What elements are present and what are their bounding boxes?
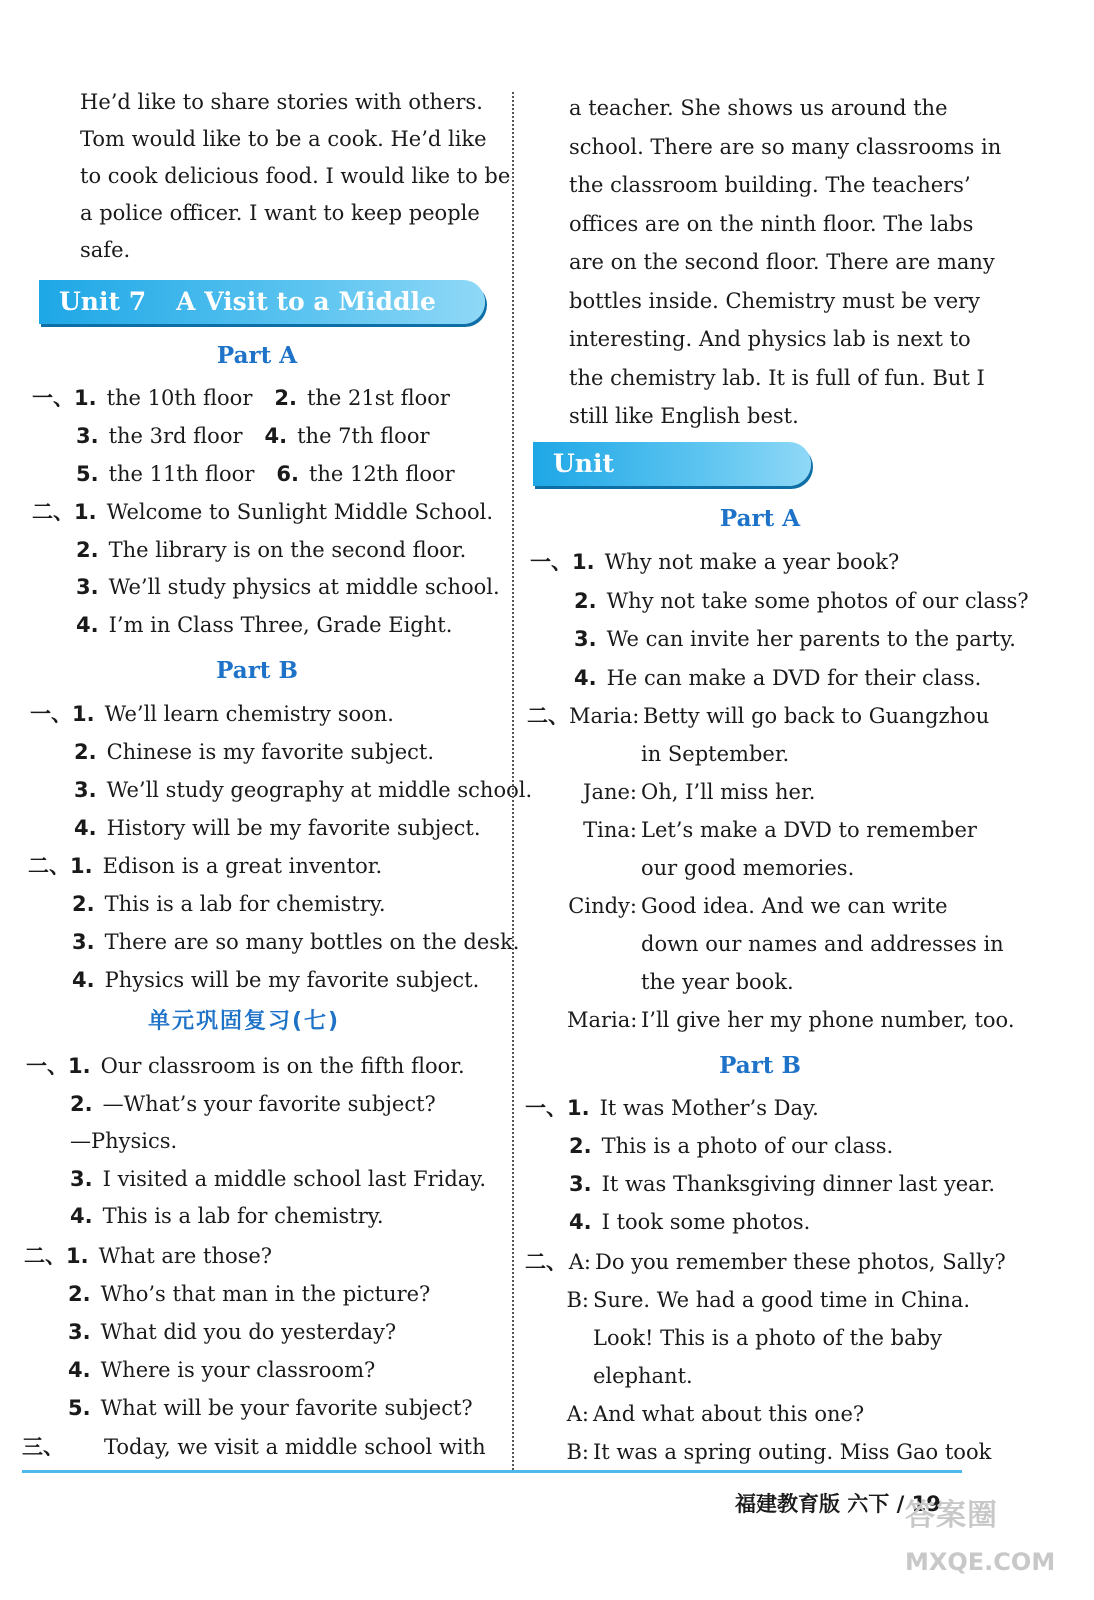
dialogue-line — [567, 1008, 1015, 1032]
speaker: Cindy: — [568, 894, 637, 918]
item-number: 3. — [72, 930, 95, 954]
answer-line — [72, 930, 519, 954]
item-text: the 7th floor — [297, 424, 430, 448]
page-footer: 福建教育版 六下 / 19 — [735, 1492, 941, 1516]
passage-line: the chemistry lab. It is full of fun. But I — [569, 365, 985, 390]
answer-line — [32, 500, 493, 524]
item-text: the 3rd floor — [108, 424, 243, 448]
item-text: Our classroom is on the fifth floor. — [100, 1054, 465, 1078]
item-text: It was Thanksgiving dinner last year. — [601, 1172, 996, 1196]
intro-line: a police officer. I want to keep people — [80, 201, 480, 225]
item-number: 1. — [72, 702, 95, 726]
item-text: —What’s your favorite subject? — [102, 1091, 436, 1116]
item-number: 4. — [569, 1210, 592, 1234]
item-text: We’ll study geography at middle school. — [106, 778, 533, 802]
section-label: 一、 — [26, 1054, 68, 1078]
item-text: This is a lab for chemistry. — [102, 1204, 384, 1228]
answer-line — [569, 1210, 810, 1234]
section-label: 一、 — [30, 702, 72, 726]
intro-line: safe. — [80, 238, 131, 262]
item-text: We’ll study physics at middle school. — [108, 575, 500, 599]
answer-line — [68, 1282, 430, 1306]
answer-line — [569, 1172, 995, 1196]
passage-line: the classroom building. The teachers’ — [569, 173, 971, 197]
speaker: Maria: — [569, 704, 640, 728]
dialogue-text: And what about this one? — [593, 1402, 865, 1426]
watermark-url: MXQE.COM — [905, 1548, 1056, 1576]
answer-line — [76, 613, 452, 637]
answer-line — [68, 1358, 375, 1382]
item-text: Chinese is my favorite subject. — [106, 740, 435, 764]
section-label: 二、 — [28, 854, 70, 878]
item-number: 1. — [572, 550, 595, 574]
section-label: 二、 — [525, 1250, 567, 1274]
item-text: What are those? — [98, 1244, 273, 1268]
answer-line — [530, 550, 899, 574]
item-number: 4. — [264, 424, 288, 448]
answer-line — [74, 778, 532, 802]
item-text: the 21st floor — [306, 386, 450, 410]
intro-line: to cook delicious food. I would like to be — [80, 164, 511, 188]
answer-line — [525, 1096, 819, 1120]
dialogue-line — [567, 970, 794, 994]
item-number: 4. — [76, 612, 99, 637]
item-number: 1. — [68, 1054, 91, 1078]
answer-line — [70, 1092, 436, 1116]
item-text: What did you do yesterday? — [100, 1320, 397, 1344]
answer-line — [76, 462, 455, 486]
section-label: 一、 — [525, 1096, 567, 1120]
passage-line: are on the second floor. There are many — [569, 250, 995, 274]
answer-line — [24, 1244, 272, 1268]
item-number: 2. — [68, 1282, 91, 1306]
dialogue-text: in September. — [641, 742, 790, 766]
item-number: 2. — [72, 892, 95, 916]
item-number: 2. — [574, 588, 597, 613]
answer-line — [574, 589, 1029, 613]
item-number: 5. — [76, 462, 99, 486]
item-number: 1. — [70, 854, 93, 878]
dialogue-text: Good idea. And we can write — [641, 894, 948, 918]
item-number: 3. — [76, 424, 99, 448]
dialogue-line — [567, 932, 1004, 956]
item-number: 4. — [68, 1358, 91, 1382]
part-b-title: Part B — [719, 1052, 801, 1079]
item-text: Who’s that man in the picture? — [100, 1282, 431, 1306]
dialogue-text: the year book. — [641, 970, 794, 994]
unit-title: Farewell — [600, 493, 719, 522]
dialogue-text: elephant. — [593, 1364, 693, 1388]
part-a-title: Part A — [719, 505, 801, 532]
answer-line — [68, 1396, 473, 1420]
item-number: 1. — [74, 500, 97, 524]
dialogue-line — [567, 818, 977, 842]
dialogue-line — [567, 856, 854, 880]
answer-line — [72, 892, 386, 916]
dialogue-text: Betty will go back to Guangzhou — [643, 704, 990, 728]
passage-line: offices are on the ninth floor. The labs — [569, 211, 974, 236]
item-text: the 12th floor — [308, 462, 455, 486]
dialogue-line — [525, 1250, 1006, 1274]
speaker: Jane: — [583, 780, 637, 804]
item-text: What will be your favorite subject? — [100, 1396, 473, 1420]
speaker: Tina: — [583, 818, 637, 842]
answer-line — [70, 1129, 177, 1153]
dialogue-line — [565, 1440, 991, 1464]
item-number: 2. — [569, 1134, 592, 1158]
item-text: Edison is a great inventor. — [102, 854, 383, 878]
answer-line — [26, 1054, 465, 1078]
answer-line — [68, 1320, 396, 1344]
item-number: 2. — [70, 1091, 93, 1116]
dialogue-line — [527, 704, 989, 728]
answer-line — [76, 424, 430, 448]
item-number: 1. — [74, 386, 97, 410]
dialogue-text: Look! This is a photo of the baby — [593, 1326, 942, 1350]
answer-line — [569, 1134, 893, 1158]
passage-line: bottles inside. Chemistry must be very — [569, 288, 981, 313]
item-text: I visited a middle school last Friday. — [102, 1166, 487, 1191]
answer-line — [574, 627, 1016, 651]
speaker: A: — [566, 1402, 589, 1426]
dialogue-line — [565, 1326, 942, 1350]
section-label: 三、 — [22, 1435, 64, 1459]
column-divider — [512, 92, 514, 1470]
answer-line — [70, 1204, 384, 1228]
item-text: Welcome to Sunlight Middle School. — [106, 500, 494, 524]
dialogue-text: Oh, I’ll miss her. — [641, 780, 816, 804]
passage-line: a teacher. She shows us around the — [569, 96, 948, 120]
item-number: 5. — [68, 1396, 91, 1420]
item-text: I took some photos. — [601, 1210, 811, 1234]
item-text: the 10th floor — [106, 386, 253, 410]
item-number: 4. — [574, 665, 597, 690]
item-text: —Physics. — [70, 1129, 178, 1153]
part-a-title: Part A — [216, 342, 298, 369]
dialogue-line — [565, 1288, 970, 1312]
section-label: 一、 — [32, 386, 74, 410]
intro-line: He’d like to share stories with others. — [80, 90, 483, 114]
item-text: I’m in Class Three, Grade Eight. — [108, 612, 453, 637]
bottom-rule — [22, 1470, 962, 1473]
dialogue-text: Sure. We had a good time in China. — [593, 1288, 971, 1312]
passage-line: school. There are so many classrooms in — [569, 134, 1002, 159]
item-text: We can invite her parents to the party. — [606, 627, 1016, 651]
item-text: History will be my favorite subject. — [106, 816, 481, 840]
answer-line — [76, 538, 466, 562]
section3-line — [22, 1435, 486, 1459]
part-b-title: Part B — [216, 657, 298, 684]
item-text: This is a photo of our class. — [601, 1134, 894, 1158]
item-text: the 11th floor — [108, 462, 255, 486]
watermark-logo: 答案圈 — [905, 1498, 998, 1533]
item-text: Physics will be my favorite subject. — [104, 968, 480, 992]
item-number: 4. — [70, 1204, 93, 1228]
item-text: Why not make a year book? — [604, 550, 900, 574]
answer-line — [28, 854, 382, 878]
speaker: A: — [568, 1250, 591, 1274]
item-text: Where is your classroom? — [100, 1358, 376, 1382]
answer-line — [72, 968, 479, 992]
dialogue-line — [567, 742, 789, 766]
speaker: Maria: — [567, 1008, 638, 1032]
section-label: 二、 — [527, 704, 569, 728]
item-number: 6. — [276, 462, 299, 486]
dialogue-text: Let’s make a DVD to remember — [641, 818, 977, 842]
dialogue-line — [565, 1402, 864, 1426]
item-number: 4. — [74, 816, 97, 840]
dialogue-line — [567, 894, 948, 918]
dialogue-text: Do you remember these photos, Sally? — [595, 1250, 1006, 1274]
item-text: Why not take some photos of our class? — [606, 588, 1029, 613]
speaker: B: — [566, 1440, 589, 1464]
answer-line — [74, 740, 434, 764]
dialogue-text: down our names and addresses in — [641, 932, 1004, 956]
section-label: 一、 — [530, 550, 572, 574]
dialogue-text: It was a spring outing. Miss Gao took — [593, 1440, 992, 1464]
unit-title: A Visit to a Middle School — [59, 287, 436, 360]
dialogue-text: I’ll give her my phone number, too. — [641, 1008, 1015, 1032]
answer-line — [74, 816, 481, 840]
item-text: This is a lab for chemistry. — [104, 892, 386, 916]
item-text: The library is on the second floor. — [108, 537, 467, 562]
item-number: 3. — [70, 1166, 93, 1191]
item-number: 3. — [68, 1320, 91, 1344]
answer-line — [32, 386, 450, 410]
unit-code: Unit 7 — [59, 287, 147, 316]
item-number: 3. — [574, 627, 597, 651]
item-number: 3. — [569, 1172, 592, 1196]
item-text: Today, we visit a middle school with — [104, 1435, 486, 1459]
item-text: It was Mother’s Day. — [599, 1096, 819, 1120]
item-number: 2. — [274, 386, 297, 410]
item-number: 1. — [66, 1244, 89, 1268]
dialogue-line — [567, 780, 815, 804]
item-number: 3. — [74, 778, 97, 802]
item-text: He can make a DVD for their class. — [606, 665, 982, 690]
item-number: 2. — [76, 537, 99, 562]
review-title: 单元巩固复习(七) — [148, 1009, 341, 1034]
intro-line: Tom would like to be a cook. He’d like — [80, 127, 487, 151]
item-number: 4. — [72, 968, 95, 992]
answer-line — [574, 666, 981, 690]
item-number: 2. — [74, 740, 97, 764]
answer-line — [76, 575, 500, 599]
dialogue-text: our good memories. — [641, 856, 855, 880]
item-number: 3. — [76, 575, 99, 599]
item-number: 1. — [567, 1096, 590, 1120]
passage-line: interesting. And physics lab is next to — [569, 327, 971, 351]
section-label: 二、 — [24, 1244, 66, 1268]
speaker: B: — [566, 1288, 589, 1312]
passage-line: still like English best. — [569, 404, 799, 428]
answer-line — [70, 1167, 486, 1191]
dialogue-line — [565, 1364, 693, 1388]
unit-code: Unit 8 — [553, 449, 615, 522]
item-text: We’ll learn chemistry soon. — [104, 702, 394, 726]
item-text: There are so many bottles on the desk. — [104, 930, 520, 954]
section-label: 二、 — [32, 500, 74, 524]
answer-line — [30, 702, 394, 726]
